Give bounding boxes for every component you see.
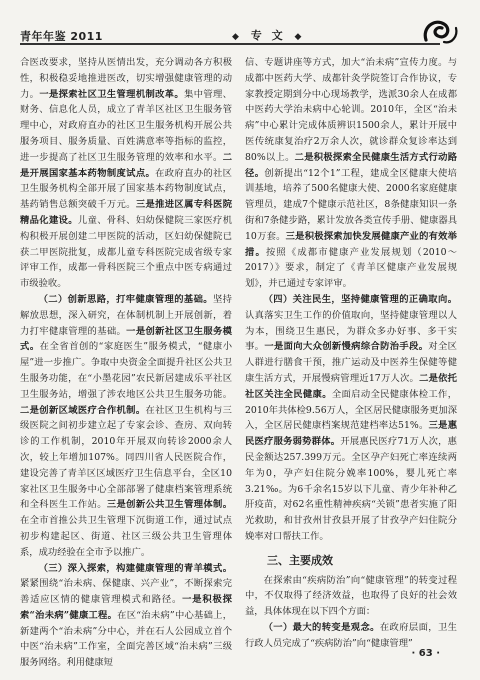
bold-lead: 三是推进区属专科医院精品化建设。 — [20, 199, 232, 226]
section-name: 专 文 — [250, 29, 286, 42]
subsection-heading: （一）最大的转变是观念。 — [263, 621, 380, 633]
body-text: 紧紧围绕“治未病、保健康、兴产业”，不断探索完善适应区情的健康管理模式和路径。 — [20, 578, 232, 606]
subsection-heading: （四）关注民生，坚持健康管理的正确取向。 — [263, 293, 457, 305]
paragraph — [20, 55, 232, 292]
left-column — [20, 55, 232, 671]
section-tag — [230, 27, 306, 43]
paragraph — [20, 561, 232, 672]
body-text: 全面启动全民健康体检工作，2010年共体检9.56万人，全区居民健康服务更加深入，全区居民健康档案规范建档率达51%。 — [245, 388, 457, 432]
bold-lead: 二是创新区域医疗合作机制。 — [20, 404, 146, 416]
body-text: 坚持解放思想，深入研究，在体制机制上开展创新，着力打牢健康管理的基础。 — [20, 293, 232, 337]
section-title: 三、主要成效 — [267, 553, 333, 567]
publication-title: 青年年鉴 2011 — [20, 30, 103, 43]
bold-lead: 二是开展国家基本药物制度试点。 — [20, 151, 232, 179]
body-text: 在政府层面，卫生行政人员完成了“疾病防治”向“健康管理” — [245, 621, 457, 649]
bold-lead: 一是面向大众创新慢病综合防治手段。 — [264, 341, 429, 353]
paragraph — [245, 55, 457, 292]
body-text: 在探索由“疾病防治”向“健康管理”的转变过程中，不仅取得了经济效益，也取得了良好的社会效益，具体体现在以下四个方面： — [245, 574, 457, 618]
body-text: 按照《成都市健康产业发展规划（2010～2017）》要求，制定了《青羊区健康产业发展规划》，并已通过专家评审。 — [245, 246, 457, 290]
subsection-heading: （二）创新思路，打牢健康管理的基础。 — [38, 293, 213, 305]
bold-lead: 一是创新社区卫生服务模式。 — [20, 325, 232, 353]
bold-lead: 二是依托社区关注全民健康。 — [245, 372, 457, 400]
body-text: 在全市首推公共卫生管理下沉街道工作，通过试点初步构建起区、街道、社区三级公共卫生管理体系，成功经验在全市予以推广。 — [20, 515, 232, 558]
body-text: 儿童、骨科、妇幼保健院三家医疗机构积极开展创建二甲医院的活动，区妇幼保健院已获二甲医院批复，成都儿童专科医院完成省级专家评审工作，成都一骨科医院三个重点中医专病通过市级验收。 — [20, 214, 232, 290]
body-text: 认真落实卫生工作的价值取向，坚持健康管理以人为本，围绕卫生惠民，为群众多办好事、多干实事。 — [245, 309, 457, 353]
body-text: 创新提出“12个1”工程，建成全区健康大使培训基地，培养了500名健康大使、2000名家庭健康管理员，建成7个健康示范社区，8条健康知识一条街和7条健步路，累计发放各类宣传手册、健康器具10万套。 — [245, 167, 457, 242]
diamond-right-icon: ◆ — [294, 32, 305, 42]
body-text: 在社区卫生机构与三级医院之间初步建立起了专家会诊、查房、双向转诊的工作机制，2010年开展双向转诊2000余人次，较上年增加107%。同四川省人民医院合作，建设完善了青羊区区域医疗卫生信息平台，全区10家社区卫生服务中心全部部署了健康档案管理系统和全科医生工作站。 — [20, 404, 232, 511]
diamond-left-icon: ◆ — [232, 32, 242, 42]
bold-lead: 一是探索社区卫生管理机制改革。 — [39, 88, 185, 100]
paragraph — [20, 292, 232, 561]
header-rule — [20, 43, 440, 45]
bold-lead: 三是惠民医疗服务弱势群体。 — [245, 420, 457, 448]
body-text: 信、专题讲座等方式，加大“治未病”宣传力度。与成都中医药大学、成都针灸学院签订合作协议，专家教授定期到分中心现场教学，选派30余人在成都中医药大学治未病中心轮训。2010年，全区“治未病”中心累计完成体质辨识1500余人，累计开展中医传统康复治疗2万余人次，就诊群众复诊率达到80%以上。 — [245, 57, 457, 163]
body-text: 在全省首创的“家庭医生”服务模式，“健康小屋”进一步推广。争取中央资金全面提升社区公共卫生服务功能，在“小墨花园”农民新居建成乐平社区卫生服务站，增强了涉农地区公共卫生服务功能。 — [20, 341, 232, 400]
body-text: 集中管理、财务、信息化人员，成立了青羊区社区卫生服务管理中心，对政府直办的社区卫生服务机构开展公共服务项目、服务质量、百姓满意率等指标的监控，进一步提高了社区卫生服务管理的效率和水平。 — [20, 88, 232, 163]
body-text: 在政府直办的社区卫生服务机构全部开展了国家基本药物制度试点，基药销售总额突破千万元。 — [20, 167, 232, 211]
body-text: 在区“治未病”中心基础上，新建两个“治未病”分中心，并在石人公园成立首个中医“治未病”工作室，全面完善区域“治未病”三级服务网络。利用健康短 — [20, 609, 232, 669]
page-number: · 63 · — [411, 648, 440, 659]
body-text: 合医改要求，坚持从医情出发，充分调动各方积极性，积极稳妥地推进医改，切实增强健康管理的动力。 — [20, 57, 232, 100]
bold-lead: 一是积极探索“治未病”健康工程。 — [20, 594, 232, 621]
paragraph — [245, 573, 457, 620]
right-column — [245, 55, 457, 651]
bold-lead: 二是积极探索全民健康生活方式行动路径。 — [245, 151, 457, 179]
ornament-swirl-icon — [420, 14, 460, 48]
subsection-heading: （三）深入探索，构建健康管理的青羊模式。 — [38, 562, 232, 574]
bold-lead: 三是积极探索加快发展健康产业的有效举措。 — [245, 230, 457, 258]
paragraph — [245, 620, 457, 652]
bold-lead: 三是创新公共卫生管理体制。 — [106, 499, 232, 511]
page-header — [20, 14, 460, 48]
paragraph — [245, 292, 457, 545]
body-text: 开展惠民医疗71万人次，惠民金额达257.399万元。全区孕产妇死亡率连续两年为0，孕产妇住院分娩率100%，婴儿死亡率3.21‰。为6千余名15岁以下儿童、青少年补种乙肝疫苗，对62名重性精神疾病“关锁”患者实施了阳光救助，和甘孜州甘孜县开展了甘孜孕产妇住院分娩率对口帮扶工作。 — [245, 436, 457, 542]
body-text: 对全区人群进行膳食干预，推广运动及中医养生保健等健康生活方式，开展慢病管理近17万人次。 — [245, 341, 457, 384]
